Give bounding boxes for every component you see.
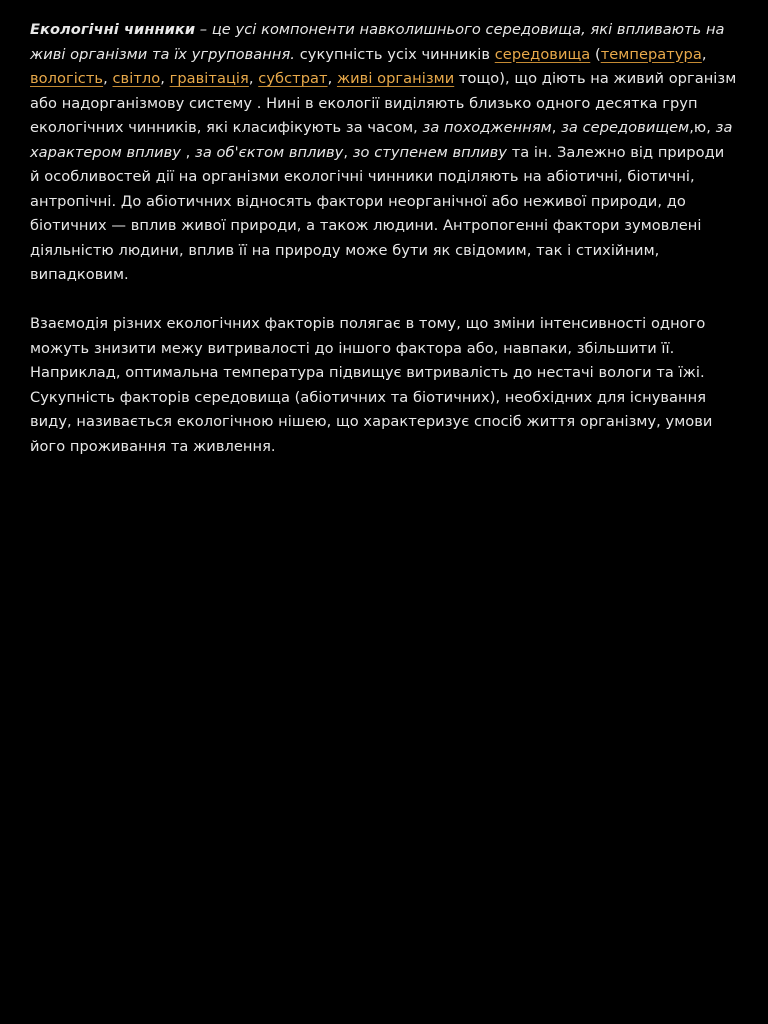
term-definition: – це усі компоненти навколишнього середовища, які впливають на живі організми та їх угруповання. xyxy=(30,21,725,63)
text-segment: , xyxy=(343,143,353,161)
link-zhyvi-orhanizmy[interactable]: живі організми xyxy=(336,70,455,87)
text-segment: ( xyxy=(590,45,601,63)
text-segment: , xyxy=(160,70,170,87)
link-substrat[interactable]: субстрат xyxy=(258,70,328,87)
link-hravitatsiia[interactable]: гравітація xyxy=(169,70,249,87)
text-segment: ,ю, xyxy=(689,119,716,136)
paragraph-1 xyxy=(30,18,738,288)
link-svitlo[interactable]: світло xyxy=(112,70,161,87)
italic-classification: за середовищем xyxy=(561,119,690,136)
term-heading: Екологічні чинники xyxy=(30,21,196,38)
text-segment: , xyxy=(103,70,113,87)
text-segment: сукупність усіх чинників xyxy=(295,45,495,63)
paragraph-2: Взаємодія різних екологічних факторів полягає в тому, що зміни інтенсивності одного можуть знизити межу витривалості до іншого фактора або, навпаки, збільшити її. Наприклад, оптимальна температура підвищує витривалість до нестачі вологи та їжі. Сукупність факторів середовища (абіотичних та біотичних), необхідних для існування виду, називається екологічною нішею, що характеризує спосіб життя організму, умови його проживання та живлення. xyxy=(30,315,713,455)
text-segment: , xyxy=(701,45,707,63)
article-body xyxy=(30,18,738,484)
text-segment: , xyxy=(327,70,337,87)
link-volohist[interactable]: вологість xyxy=(30,70,104,87)
italic-classification: за походженням xyxy=(422,119,552,136)
italic-classification: за об'єктом впливу xyxy=(195,143,344,161)
text-segment: , xyxy=(248,70,259,87)
text-segment: , xyxy=(551,119,562,136)
italic-classification: за характером впливу xyxy=(30,119,733,161)
link-temperatura[interactable]: температура xyxy=(600,45,702,63)
italic-classification: зо ступенем впливу xyxy=(352,143,507,161)
text-segment: , xyxy=(180,143,196,161)
link-seredovyshcha[interactable]: середовища xyxy=(494,45,591,63)
text-segment: тощо), що діють на живий організм або надорганізмову систему . Нині в екології виділяють близько одного десятка груп екологічних чинників, які класифікують за часом, xyxy=(30,70,737,136)
text-segment: та ін. Залежно від природи й особливостей дії на організми екологічні чинники поділяють на абіотичні, біотичні, антропічні. До абіотичних відносять фактори неорганічної або неживої природи, до біотичних — вплив живої природи, а також людини. Антропогенні фактори зумовлені діяльністю людини, вплив її на природу може бути як свідомим, так і стихійним, випадковим. xyxy=(30,143,725,283)
